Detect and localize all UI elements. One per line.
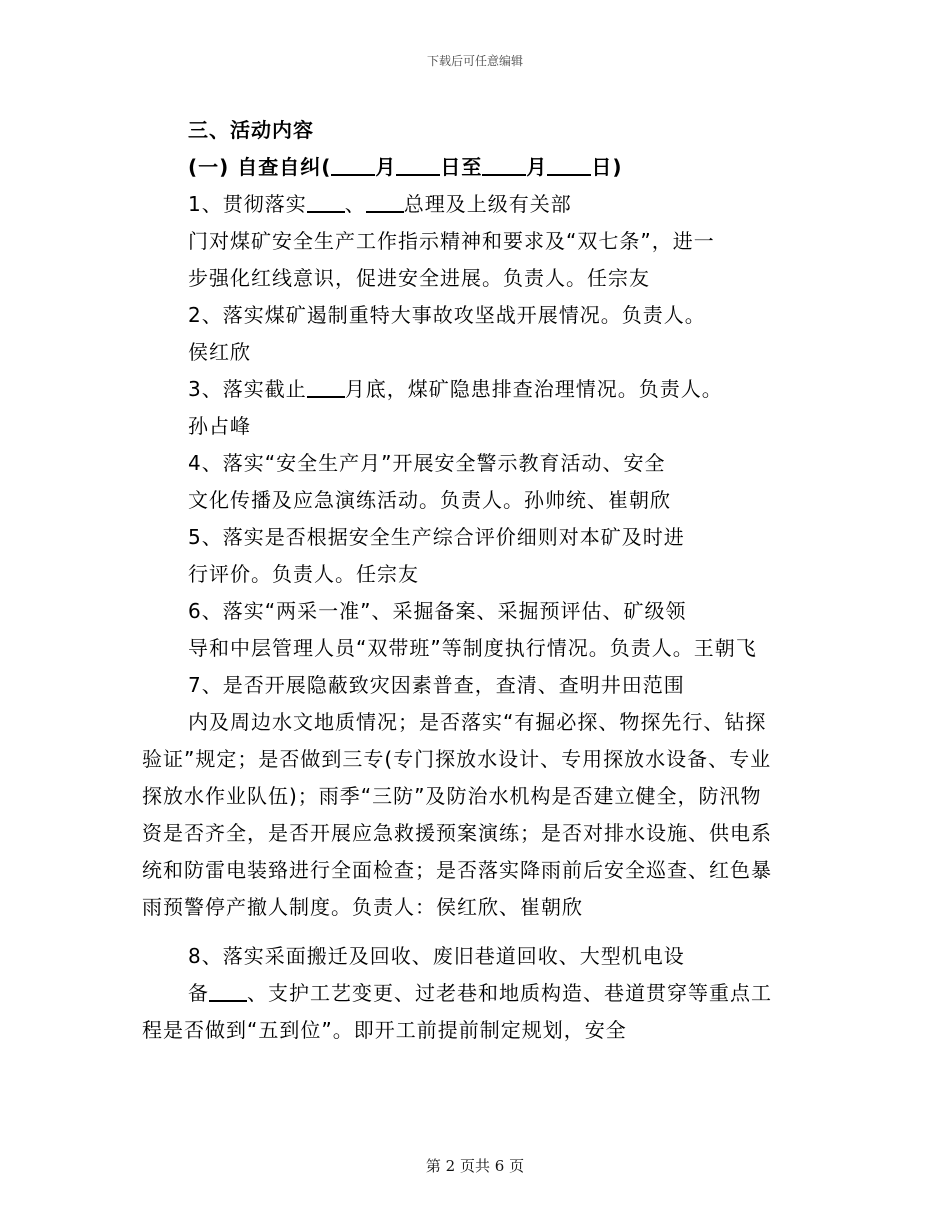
paragraph-line: 步强化红线意识，促进安全进展。负责人。任宗友 xyxy=(188,266,650,290)
subsection-text: 日) xyxy=(591,155,623,179)
subsection-text: 月 xyxy=(375,155,397,179)
page-footer: 第 2 页共 6 页 xyxy=(425,1157,525,1175)
paragraph-line: 资是否齐全，是否开展应急救援预案演练；是否对排水设施、供电系 xyxy=(142,821,772,845)
blank-field xyxy=(396,152,440,176)
document-body xyxy=(142,112,822,1049)
paragraph-line: 导和中层管理人员“双带班”等制度执行情况。负责人。王朝飞 xyxy=(188,636,757,660)
text: 、 xyxy=(344,192,366,216)
paragraph-line: 6、落实“两采一准”、采掘备案、采掘预评估、矿级领 xyxy=(188,599,687,623)
paragraph-line: 行评价。负责人。任宗友 xyxy=(188,562,419,586)
page-header: 下载后可任意编辑 xyxy=(426,54,523,68)
text: 备 xyxy=(188,981,209,1005)
paragraph-line: 侯红欣 xyxy=(188,340,251,364)
paragraph-line: 7、是否开展隐蔽致灾因素普查，查清、查明井田范围 xyxy=(188,673,685,697)
paragraph-line: 5、落实是否根据安全生产综合评价细则对本矿及时进 xyxy=(188,525,685,549)
text: 1、贯彻落实 xyxy=(188,192,307,216)
blank-field xyxy=(209,978,247,1002)
section-title: 三、活动内容 xyxy=(188,118,314,142)
blank-field xyxy=(482,152,526,176)
text: 总理及上级有关部 xyxy=(403,192,572,216)
blank-field xyxy=(366,189,404,213)
paragraph-line xyxy=(142,371,822,408)
blank-field xyxy=(307,374,345,398)
paragraph-line xyxy=(142,186,822,223)
paragraph-spacer xyxy=(142,926,822,938)
subsection-title xyxy=(142,149,822,186)
paragraph-line: 文化传播及应急演练活动。负责人。孙帅统、崔朝欣 xyxy=(188,488,671,512)
paragraph-line: 雨预警停产撤人制度。负责人：侯红欣、崔朝欣 xyxy=(142,895,583,919)
blank-field xyxy=(331,152,375,176)
blank-field xyxy=(547,152,591,176)
text: 3、落实截止 xyxy=(188,377,307,401)
blank-field xyxy=(307,189,345,213)
paragraph-line: 4、落实“安全生产月”开展安全警示教育活动、安全 xyxy=(188,451,666,475)
subsection-text: 日至 xyxy=(440,155,483,179)
paragraph-line: 程是否做到“五到位”。即开工前提前制定规划，安全 xyxy=(142,1018,627,1042)
subsection-text: 月 xyxy=(526,155,548,179)
paragraph-line: 探放水作业队伍)；雨季“三防”及防治水机构是否建立健全，防汛物 xyxy=(142,784,762,808)
paragraph-line: 孙占峰 xyxy=(188,414,251,438)
paragraph-line: 验证”规定；是否做到三专(专门探放水设计、专用探放水设备、专业 xyxy=(142,747,772,771)
paragraph-line: 内及周边水文地质情况；是否落实“有掘必探、物探先行、钻探 xyxy=(188,710,767,734)
subsection-text: (一) 自查自纠( xyxy=(188,155,332,179)
paragraph-line: 统和防雷电装臵进行全面检查；是否落实降雨前后安全巡查、红色暴 xyxy=(142,858,772,882)
paragraph-line: 2、落实煤矿遏制重特大事故攻坚战开展情况。负责人。 xyxy=(188,303,706,327)
paragraph-line: 门对煤矿安全生产工作指示精神和要求及“双七条”，进一 xyxy=(188,229,715,253)
text: 月底，煤矿隐患排查治理情况。负责人。 xyxy=(344,377,723,401)
paragraph-line xyxy=(142,975,822,1012)
paragraph-line: 8、落实采面搬迁及回收、废旧巷道回收、大型机电设 xyxy=(188,944,685,968)
text: 、支护工艺变更、过老巷和地质构造、巷道贯穿等重点工 xyxy=(247,981,772,1005)
